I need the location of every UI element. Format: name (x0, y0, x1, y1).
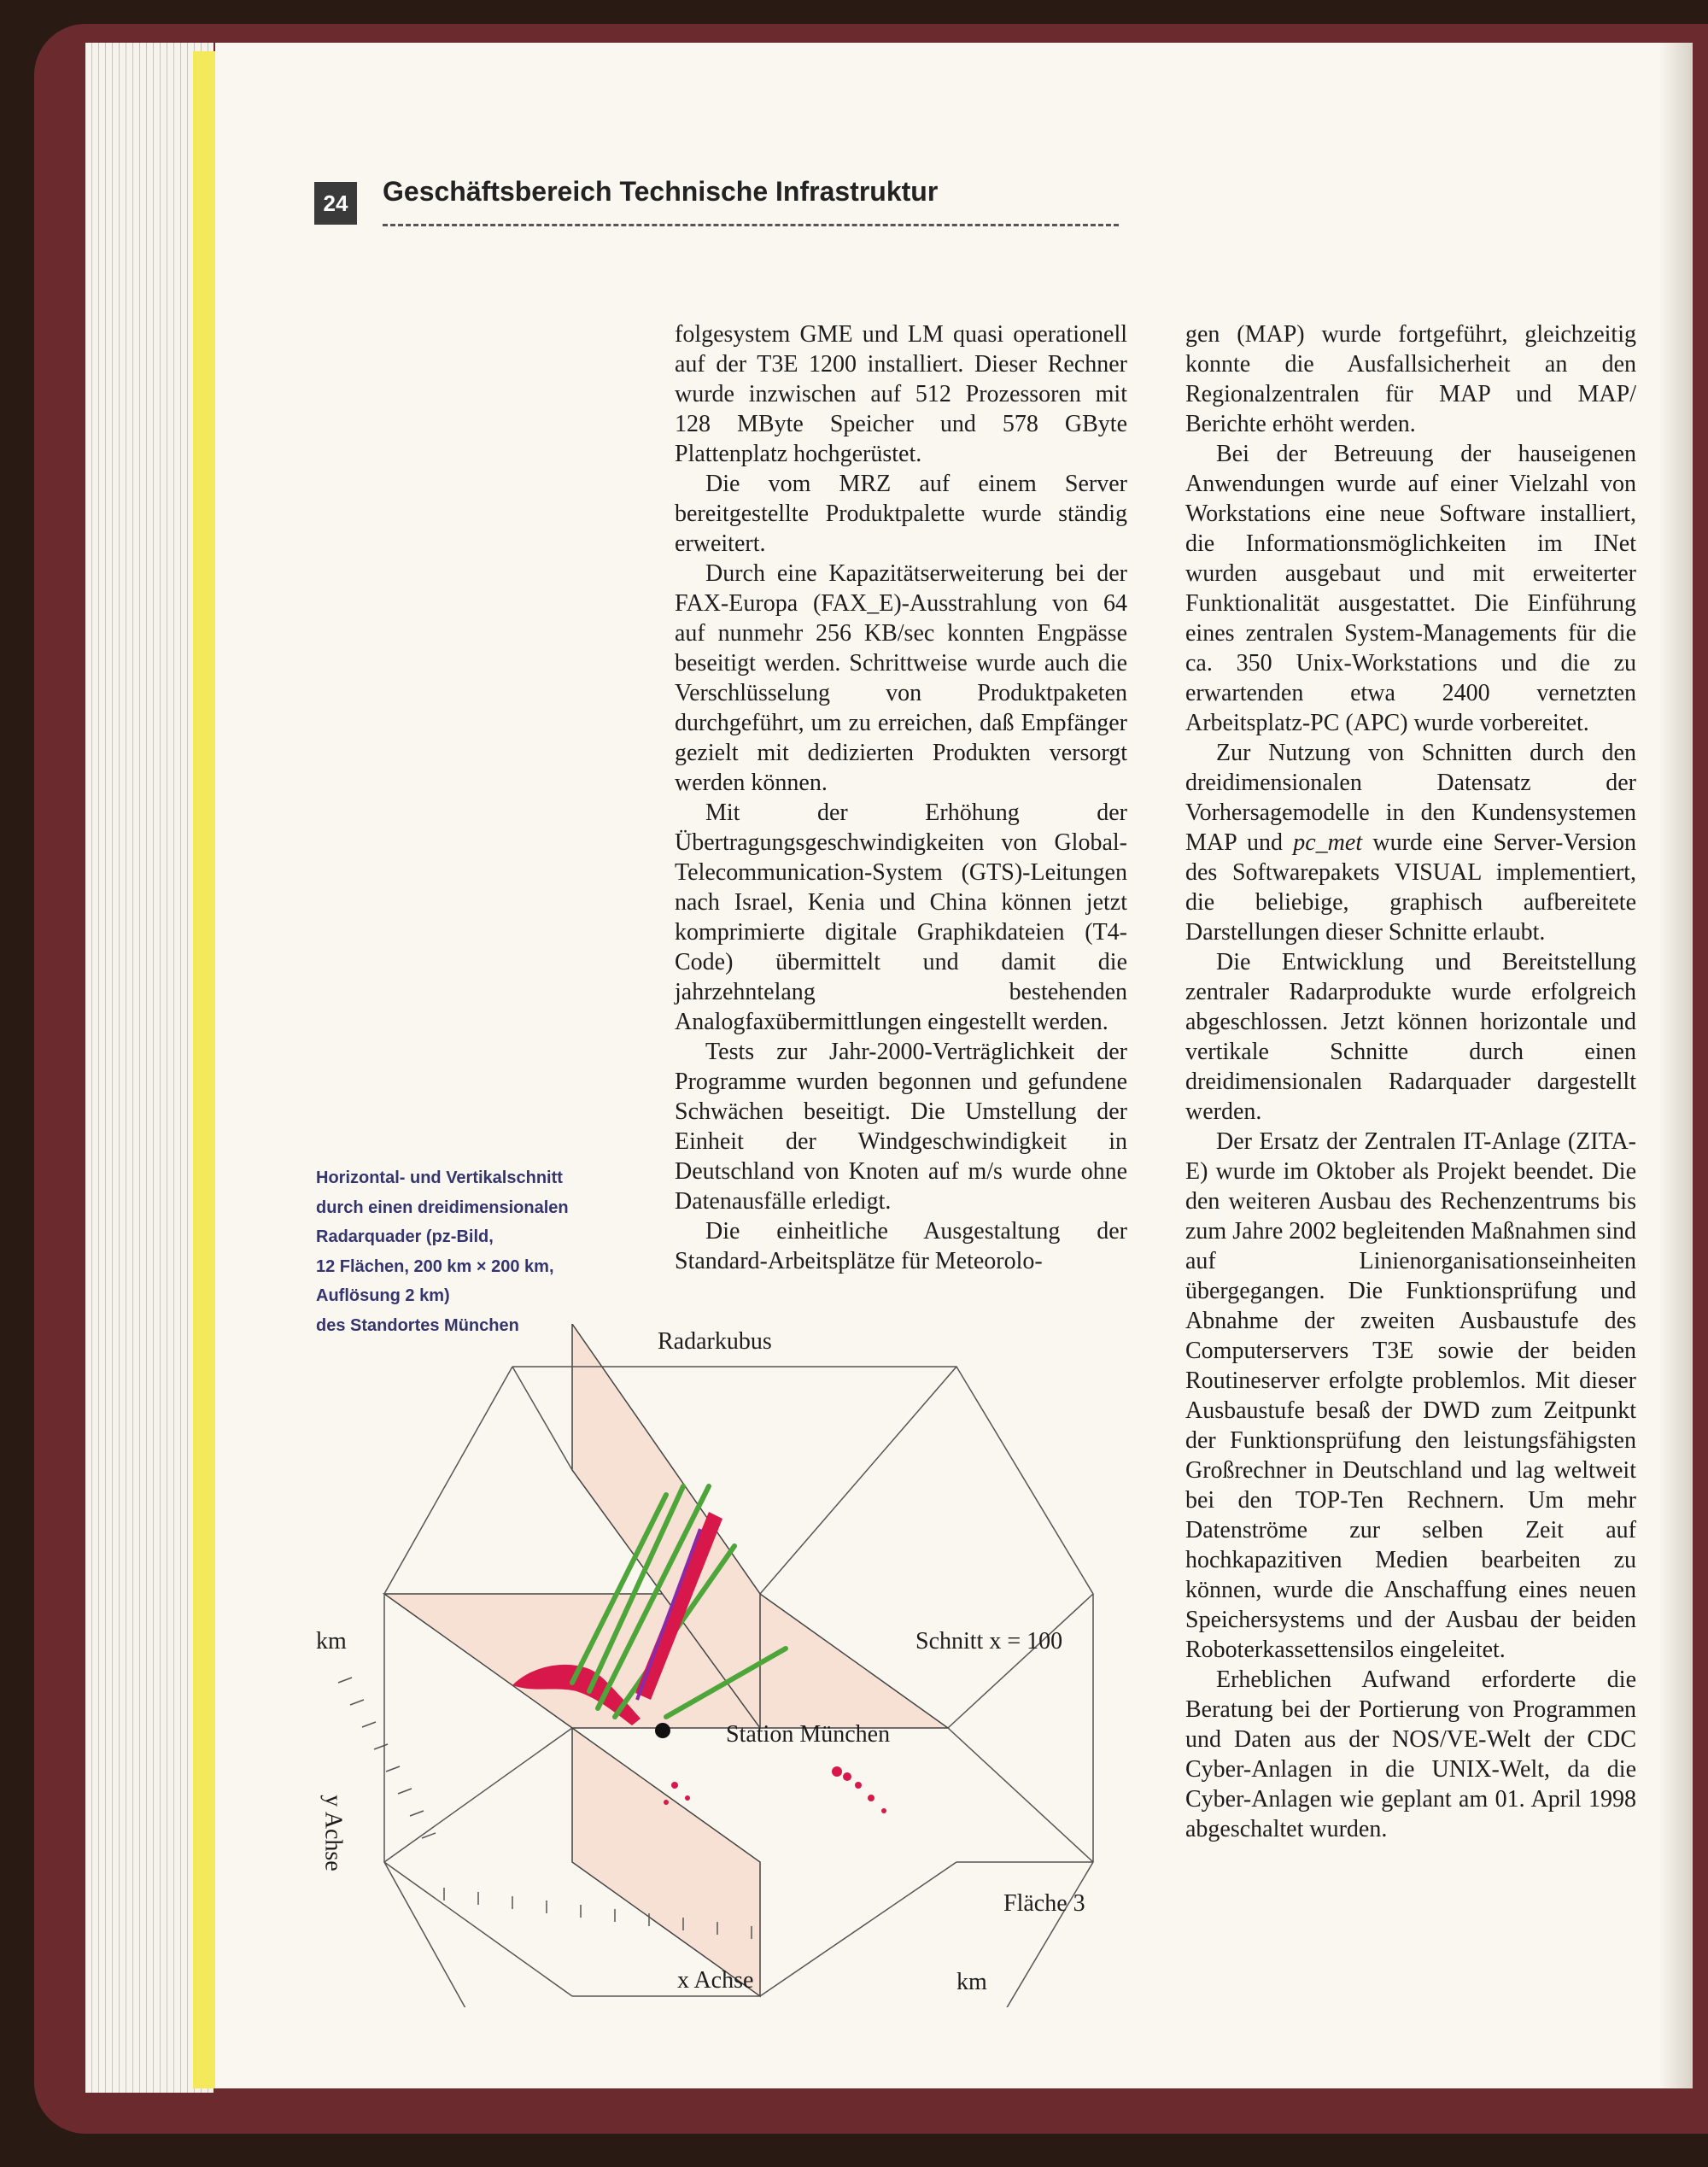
figure-title: Radarkubus (658, 1328, 772, 1355)
label-station: Station München (726, 1721, 891, 1748)
paragraph: Der Ersatz der Zentralen IT-Anlage (ZITA-E) wurde im Oktober als Projekt beendet. Die den weiteren Ausbau des Rechenzentrums bis zum Jahre 2002 begleitenden Maßnahmen sind auf Linienorganisationseinheiten übergegangen. Die Funktionsprüfung und Abnahme der zweiten Ausbaustufe des Computerservers T3E sowie der beiden Routineserver erfolgte problemlos. Mit dieser Ausbaustufe besaß der DWD zum Zeitpunkt der Funktionsprüfung den leistungsfähigsten Großrechner in Deutschland und lag weltweit bei den TOP-Ten Rechnern. Um mehr Datenströme zur selben Zeit auf hochkapazitiven Medien bearbeiten zu können, wurde die Anschaffung eines neuen Speichersystems und der Ausbau der beiden Roboterkassettensilos eingeleitet. (1185, 1128, 1636, 1663)
caption-line: Auflösung 2 km) (316, 1286, 450, 1305)
paragraph: Die einheitliche Ausgestaltung der Standard-Arbeitsplätze für Meteorolo- (675, 1218, 1127, 1274)
paragraph: folgesystem GME und LM quasi operationell auf der T3E 1200 installiert. Dieser Rechner wurde inzwischen auf 512 Prozessoren mit 128 MByte Speicher und 578 GByte Plattenplatz hochgerüstet. (675, 321, 1127, 467)
emphasis-pc-met: pc_met (1293, 829, 1363, 856)
page-number: 24 (314, 182, 357, 225)
paragraph: Die Entwicklung und Bereitstellung zentraler Radarprodukte wurde erfolgreich abgeschlossen. Jetzt können horizontale und vertikale Schnitte durch einen dreidimensionalen Radarquader dargestellt werden. (1185, 949, 1636, 1125)
caption-line: des Standortes München (316, 1315, 519, 1335)
header-divider (383, 224, 1119, 226)
label-y-axis: y Achse (319, 1795, 347, 1871)
caption-line: durch einen dreidimensionalen (316, 1198, 569, 1217)
label-km-bottom: km (956, 1969, 987, 1995)
caption-line: Horizontal- und Vertikalschnitt (316, 1168, 563, 1187)
caption-line: Radarquader (pz-Bild, (316, 1227, 494, 1246)
echo-speckles (664, 1766, 886, 1813)
paragraph: Tests zur Jahr-2000-Verträglichkeit der Programme wurden begonnen und gefundene Schwächen beseitigt. Die Umstellung der Einheit der Windgeschwindigkeit in Deutschland von Knoten auf m/s wurde ohne Datenausfälle erledigt. (675, 1039, 1127, 1215)
paragraph: Mit der Erhöhung der Übertragungsgeschwindigkeiten von Global-Telecommunication-System (GTS)-Leitungen nach Israel, Kenia und China können jetzt komprimierte digitale Graphikdateien (T4-Code) übermittelt und damit die jahrzehntelang bestehenden Analogfaxübermittlungen eingestellt werden. (675, 799, 1127, 1035)
label-x-axis: x Achse (677, 1967, 754, 1994)
radar-cube-figure (307, 1324, 1127, 2007)
paragraph: Bei der Betreuung der hauseigenen Anwendungen wurde auf einer Vielzahl von Workstations eine neue Software installiert, die Informationsmöglichkeiten im INet wurden ausgebaut und mit erweiterter Funktionalität ausgestattet. Die Einführung eines zentralen System-Managements für die ca. 350 Unix-Workstations und die zu erwartenden etwa 2400 vernetzten Arbeitsplatz-PC (APC) wurde vorbereitet. (1185, 441, 1636, 736)
figure-caption (316, 1163, 632, 1340)
label-flaeche: Fläche 3 (1003, 1890, 1085, 1917)
paragraph: Durch eine Kapazitätserweiterung bei der FAX-Europa (FAX_E)-Ausstrahlung von 64 auf nunmehr 256 KB/sec konnten Engpässe beseitigt werden. Schrittweise wurde auch die Verschlüsselung von Produktpaketen durchgeführt, um zu erreichen, daß Empfänger gezielt mit dedizierten Produkten versorgt werden können. (675, 560, 1127, 796)
label-schnitt: Schnitt x = 100 (915, 1628, 1063, 1655)
text-column-1 (675, 319, 1127, 1276)
caption-line: 12 Flächen, 200 km × 200 km, (316, 1256, 554, 1276)
paragraph: Die vom MRZ auf einem Server bereitgestellte Produktpalette wurde ständig erweitert. (675, 471, 1127, 557)
paragraph: Zur Nutzung von Schnitten durch den dreidimensionalen Datensatz der Vorhersagemodelle in den Kundensystemen MAP und pc_met wurde eine Server-Version des Softwarepakets VISUAL implementiert, die beliebige, graphisch aufbereitete Darstellungen dieser Schnitte erlaubt. (1185, 740, 1636, 946)
text-column-2 (1185, 319, 1636, 1844)
station-marker (655, 1723, 670, 1738)
page-header-title: Geschäftsbereich Technische Infrastruktur (383, 176, 939, 207)
paragraph: gen (MAP) wurde fortgeführt, gleichzeitig konnte die Ausfallsicherheit an den Regionalzentralen für MAP und MAP/ Berichte erhöht werden. (1185, 321, 1636, 437)
vertical-slice-lower (572, 1728, 760, 1996)
paragraph: Erheblichen Aufwand erforderte die Beratung bei der Portierung von Programmen und Daten aus der NOS/VE-Welt der CDC Cyber-Anlagen in die UNIX-Welt, da die Cyber-Anlagen wie geplant am 01. April 1998 abgeschaltet wurden. (1185, 1666, 1636, 1842)
label-km-left: km (316, 1628, 347, 1655)
